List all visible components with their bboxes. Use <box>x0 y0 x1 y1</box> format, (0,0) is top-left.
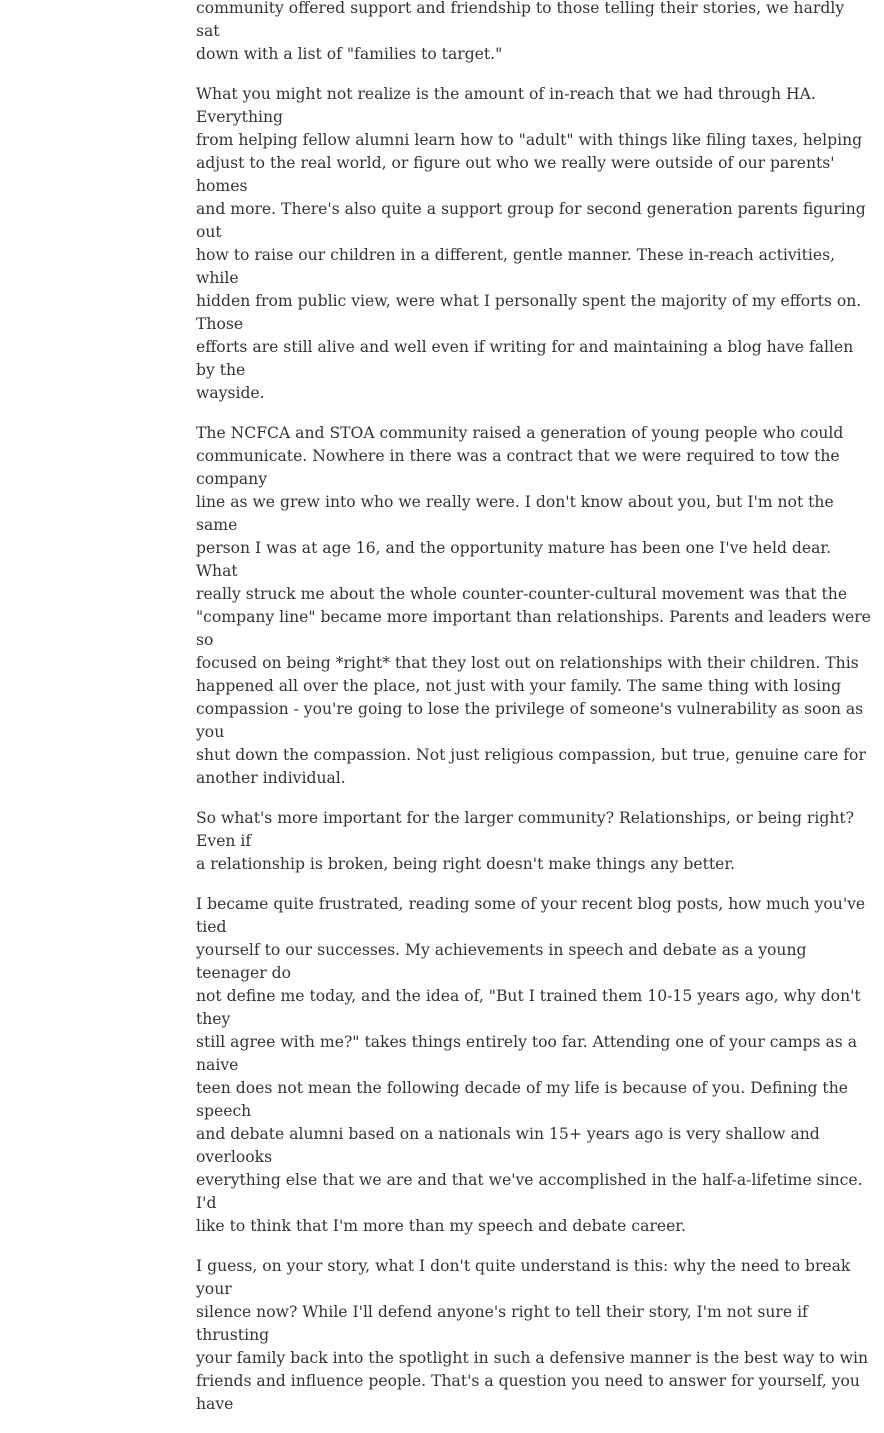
paragraph: The NCFCA and STOA community raised a generation of young people who could communicate. Nowhere in there was a contract that we were required to tow the company line as we grew into who we really were. I don't know about you, but I'm not the same person I was at age 16, and the opportunity mature has been one I've held dear. What really struck me about the whole counter-counter-cultural movement was that the "company line" became more important than relationships. Parents and leaders were so focused on being *right* that they lost out on relationships with their children. This happened all over the place, not just with your family. The same thing with losing compassion - you're going to lose the privilege of someone's vulnerability as soon as you shut down the compassion. Not just religious compassion, but true, genuine care for another individual. <box>196 424 871 787</box>
paragraph: I guess, on your story, what I don't quite understand is this: why the need to break your silence now? While I'll defend anyone's right to tell their story, I'm not sure if thrusting your family back into the spotlight in such a defensive manner is the best way to win friends and influence people. That's a question you need to answer for yourself, you have <box>196 1257 869 1413</box>
paragraph: I became quite frustrated, reading some of your recent blog posts, how much you've tied yourself to our successes. My achievements in speech and debate as a young teenager do not define me today, and the idea of, "But I trained them 10-15 years ago, why don't they still agree with me?" takes things entirely too far. Attending one of your camps as a naive teen does not mean the following decade of my life is because of you. Defining the speech and debate alumni based on a nationals win 15+ years ago is very shallow and overlooks everything else that we are and that we've accomplished in the half-a-lifetime since. I'd like to think that I'm more than my speech and debate career. <box>196 895 866 1235</box>
paragraph: So what's more important for the larger community? Relationships, or being right? Even if a relationship is broken, being right doesn't make things any better. <box>196 809 854 873</box>
paragraph: What you might not realize is the amount of in-reach that we had through HA. Everything from helping fellow alumni learn how to "adult" with things like filing taxes, helping adjust to the real world, or figure out who we really were outside of our parents' homes and more. There's also quite a support group for second generation parents figuring out how to raise our children in a different, gentle manner. These in-reach activities, while hidden from public view, were what I personally spent the majority of my efforts on. Those efforts are still alive and well even if writing for and maintaining a blog have fallen by the wayside. <box>196 85 866 402</box>
article-body <box>196 0 872 1433</box>
paragraph: community offered support and friendship to those telling their stories, we hardly sat down with a list of "families to target." <box>196 0 845 63</box>
